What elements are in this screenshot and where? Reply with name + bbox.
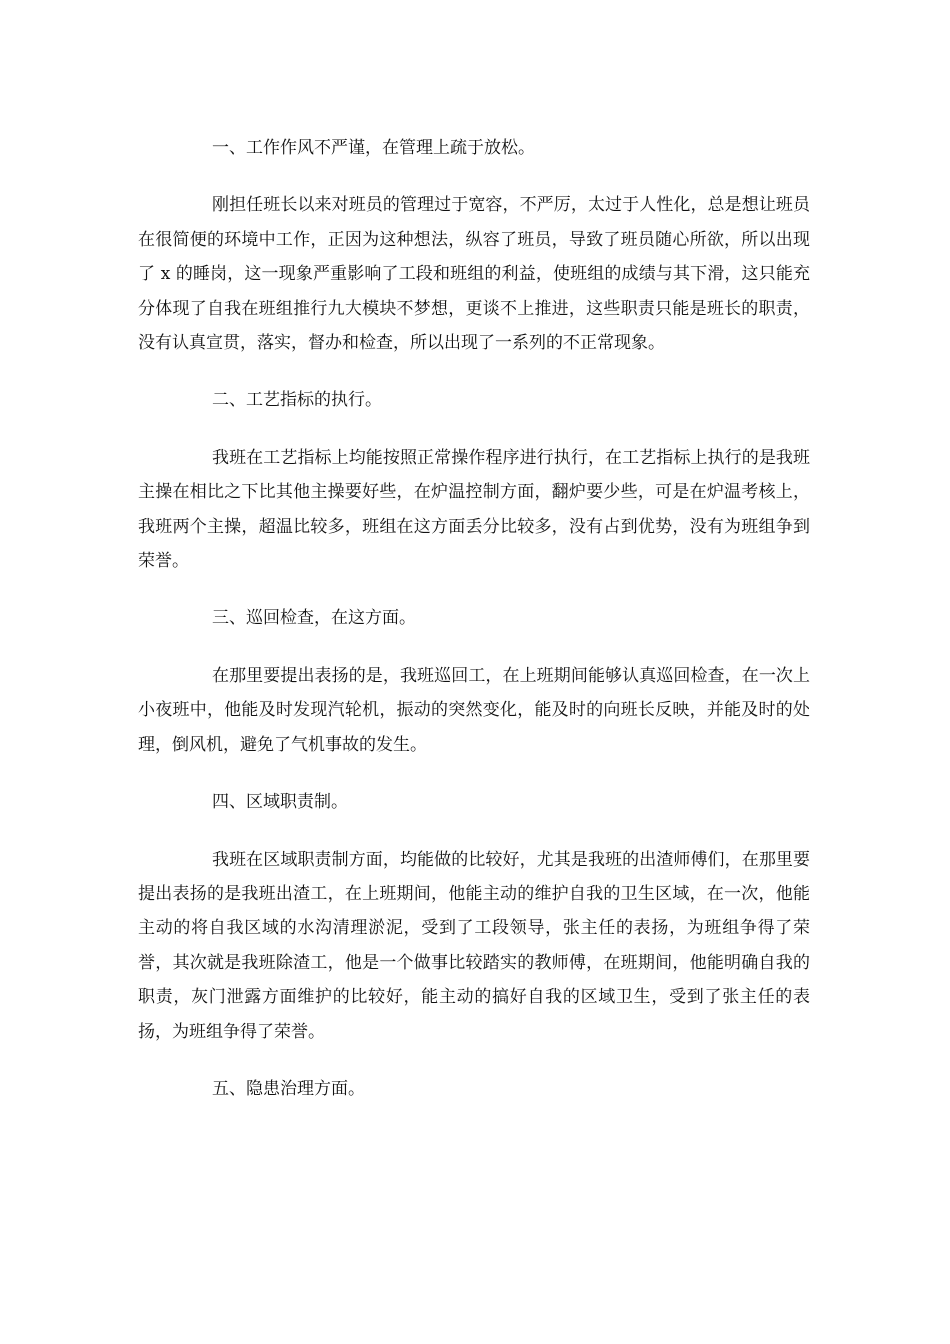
- section-heading-4: 四、区域职责制。: [212, 792, 348, 813]
- section-paragraph-2: 我班在工艺指标上均能按照正常操作程序进行执行，在工艺指标上执行的是我班主操在相比之下比其他主操要好些，在炉温控制方面，翻炉要少些，可是在炉温考核上，我班两个主操，超温比较多，班组在这方面丢分比较多，没有占到优势，没有为班组争到荣誉。: [138, 447, 810, 572]
- section-heading-3: 三、巡回检查，在这方面。: [212, 608, 416, 629]
- section-heading-2: 二、工艺指标的执行。: [212, 390, 382, 411]
- section-heading-1: 一、工作作风不严谨，在管理上疏于放松。: [212, 138, 535, 158]
- section-heading-5: 五、隐患治理方面。: [212, 1078, 365, 1099]
- document-body: [138, 131, 810, 1129]
- section-paragraph-1: 刚担任班长以来对班员的管理过于宽容，不严厉，太过于人性化，总是想让班员在很简便的环境中工作，正因为这种想法，纵容了班员，导致了班员随心所欲，所以出现了 x 的睡岗，这一现象严重影响了工段和班组的利益，使班组的成绩与其下滑，这只能充分体现了自我在班组推行九大模块不梦想，更谈不上推进，这些职责只能是班长的职责，没有认真宣贯，落实，督办和检查，所以出现了一系列的不正常现象。: [138, 195, 810, 354]
- section-paragraph-3: 在那里要提出表扬的是，我班巡回工，在上班期间能够认真巡回检查，在一次上小夜班中，他能及时发现汽轮机，振动的突然变化，能及时的向班长反映，并能及时的处理，倒风机，避免了气机事故的发生。: [138, 665, 810, 755]
- section-paragraph-4: 我班在区域职责制方面，均能做的比较好，尤其是我班的出渣师傅们，在那里要提出表扬的是我班出渣工，在上班期间，他能主动的维护自我的卫生区域，在一次，他能主动的将自我区域的水沟清理淤泥，受到了工段领导，张主任的表扬，为班组争得了荣誉，其次就是我班除渣工，他是一个做事比较踏实的教师傅，在班期间，他能明确自我的职责，灰门泄露方面维护的比较好，能主动的搞好自我的区域卫生，受到了张主任的表扬，为班组争得了荣誉。: [138, 849, 810, 1042]
